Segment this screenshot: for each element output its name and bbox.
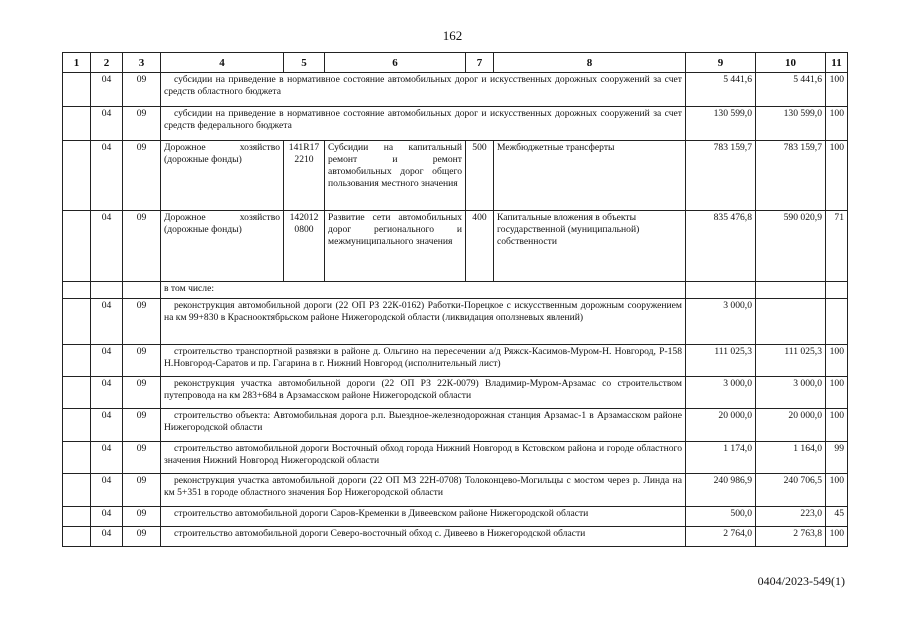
cell-expense-name: Межбюджетные трансферты — [494, 141, 686, 211]
cell-description: реконструкция участка автомобильной дороги (22 ОП РЗ 22К-0079) Владимир-Муром-Арзамас со строительством путепровода на км 283+684 в Арзамасском районе Нижегородской области — [161, 377, 686, 409]
cell-subsection: 09 — [123, 527, 161, 547]
cell-section: 04 — [91, 377, 123, 409]
table-row — [63, 377, 848, 409]
cell-description: реконструкция участка автомобильной дороги (22 ОП МЗ 22Н-0708) Толоконцево-Могильцы с мостом через р. Линда на км 5+351 в городе областного значения Бор Нижегородской области — [161, 474, 686, 507]
col-header: 2 — [91, 53, 123, 73]
table-row — [63, 282, 848, 299]
cell-subsection: 09 — [123, 507, 161, 527]
cell-percent: 71 — [826, 211, 848, 282]
cell-description: строительство транспортной развязки в районе д. Ольгино на пересечении а/д Ряжск-Касимов-Муром-Н. Новгород, Р-158 Н.Новгород-Саратов и пр. Гагарина в г. Нижний Новгород (исполнительный лист) — [161, 345, 686, 377]
cell-actual: 590 020,9 — [756, 211, 826, 282]
cell-actual: 2 763,8 — [756, 527, 826, 547]
cell-planned: 783 159,7 — [686, 141, 756, 211]
cell-description: строительство объекта: Автомобильная дорога р.п. Выездное-железнодорожная станция Арзамас-1 в Арзамасском районе Нижегородской области — [161, 409, 686, 442]
cell-planned: 20 000,0 — [686, 409, 756, 442]
table-row — [63, 507, 848, 527]
cell-planned: 1 174,0 — [686, 442, 756, 474]
cell-planned: 2 764,0 — [686, 527, 756, 547]
budget-table — [62, 52, 848, 547]
cell-actual: 783 159,7 — [756, 141, 826, 211]
col-header: 11 — [826, 53, 848, 73]
header-row — [63, 53, 848, 73]
cell-section: 04 — [91, 211, 123, 282]
cell-target-name: Развитие сети автомобильных дорог регионального и межмуниципального значения — [325, 211, 466, 282]
cell-percent — [826, 299, 848, 345]
col-header: 5 — [284, 53, 325, 73]
col-header: 8 — [494, 53, 686, 73]
cell-subsection: 09 — [123, 107, 161, 141]
cell-percent: 100 — [826, 345, 848, 377]
table-row — [63, 299, 848, 345]
cell-actual: 3 000,0 — [756, 377, 826, 409]
cell-description: строительство автомобильной дороги Саров-Кременки в Дивеевском районе Нижегородской области — [161, 507, 686, 527]
col-header: 9 — [686, 53, 756, 73]
cell-section: 04 — [91, 141, 123, 211]
cell-section: 04 — [91, 345, 123, 377]
cell-percent: 100 — [826, 409, 848, 442]
cell-subsection: 09 — [123, 299, 161, 345]
cell-description: строительство автомобильной дороги Северо-восточный обход с. Дивеево в Нижегородской области — [161, 527, 686, 547]
cell-section: 04 — [91, 442, 123, 474]
table-row — [63, 442, 848, 474]
cell-planned: 3 000,0 — [686, 299, 756, 345]
col-header: 3 — [123, 53, 161, 73]
cell-actual: 130 599,0 — [756, 107, 826, 141]
cell-expense-type: 400 — [466, 211, 494, 282]
cell-target-code: 142012 0800 — [284, 211, 325, 282]
cell-section: 04 — [91, 527, 123, 547]
cell-description: строительство автомобильной дороги Восточный обход города Нижний Новгород в Кстовском района и городе областного значения Нижний Новгород Нижегородской области — [161, 442, 686, 474]
table-row — [63, 73, 848, 107]
cell-actual: 223,0 — [756, 507, 826, 527]
cell-subsection: 09 — [123, 141, 161, 211]
cell-section: 04 — [91, 474, 123, 507]
cell-description: субсидии на приведение в нормативное состояние автомобильных дорог и искусственных дорожных сооружений за счет средств федерального бюджета — [161, 107, 686, 141]
cell-actual: 20 000,0 — [756, 409, 826, 442]
cell-subsection: 09 — [123, 211, 161, 282]
table-row — [63, 107, 848, 141]
cell-percent: 100 — [826, 474, 848, 507]
cell-description: субсидии на приведение в нормативное состояние автомобильных дорог и искусственных дорожных сооружений за счет средств областного бюджета — [161, 73, 686, 107]
table-row — [63, 409, 848, 442]
cell-subsection: 09 — [123, 474, 161, 507]
cell-target-code: 141R17 2210 — [284, 141, 325, 211]
cell-description: реконструкция автомобильной дороги (22 ОП РЗ 22К-0162) Работки-Порецкое с искусственным дорожным сооружением на км 99+830 в Краснооктябрьском районе Нижегородской области (ликвидация оползневых явлений) — [161, 299, 686, 345]
cell-expense-type: 500 — [466, 141, 494, 211]
cell-planned: 835 476,8 — [686, 211, 756, 282]
cell-percent: 45 — [826, 507, 848, 527]
cell-subsection: 09 — [123, 442, 161, 474]
cell-actual: 5 441,6 — [756, 73, 826, 107]
cell-percent: 100 — [826, 377, 848, 409]
cell-planned: 3 000,0 — [686, 377, 756, 409]
cell-target-name: Субсидии на капитальный ремонт и ремонт автомобильных дорог общего пользования местного значения — [325, 141, 466, 211]
cell-percent: 99 — [826, 442, 848, 474]
cell-program: Дорожное хозяйство (дорожные фонды) — [161, 141, 284, 211]
cell-actual: 111 025,3 — [756, 345, 826, 377]
table-row — [63, 211, 848, 282]
cell-section: 04 — [91, 409, 123, 442]
cell-planned: 5 441,6 — [686, 73, 756, 107]
table-row — [63, 345, 848, 377]
cell-subsection: 09 — [123, 345, 161, 377]
cell-planned: 130 599,0 — [686, 107, 756, 141]
cell-actual: 1 164,0 — [756, 442, 826, 474]
cell-section: 04 — [91, 507, 123, 527]
col-header: 7 — [466, 53, 494, 73]
cell-subsection: 09 — [123, 409, 161, 442]
document-number: 0404/2023-549(1) — [757, 574, 845, 588]
col-header: 1 — [63, 53, 91, 73]
table-row — [63, 141, 848, 211]
cell-percent: 100 — [826, 107, 848, 141]
cell-section: 04 — [91, 107, 123, 141]
table-row — [63, 474, 848, 507]
page-number: 162 — [442, 28, 463, 43]
cell-section: 04 — [91, 299, 123, 345]
cell-percent: 100 — [826, 73, 848, 107]
cell-percent: 100 — [826, 141, 848, 211]
col-header: 4 — [161, 53, 284, 73]
cell-subsection: 09 — [123, 377, 161, 409]
cell-planned: 500,0 — [686, 507, 756, 527]
cell-subsection: 09 — [123, 73, 161, 107]
table-row — [63, 527, 848, 547]
col-header: 6 — [325, 53, 466, 73]
col-header: 10 — [756, 53, 826, 73]
cell-expense-name: Капитальные вложения в объекты государственной (муниципальной) собственности — [494, 211, 686, 282]
cell-section: 04 — [91, 73, 123, 107]
cell-percent: 100 — [826, 527, 848, 547]
cell-including-label: в том числе: — [161, 282, 686, 299]
cell-planned: 240 986,9 — [686, 474, 756, 507]
cell-actual: 240 706,5 — [756, 474, 826, 507]
cell-program: Дорожное хозяйство (дорожные фонды) — [161, 211, 284, 282]
cell-actual — [756, 299, 826, 345]
cell-planned: 111 025,3 — [686, 345, 756, 377]
